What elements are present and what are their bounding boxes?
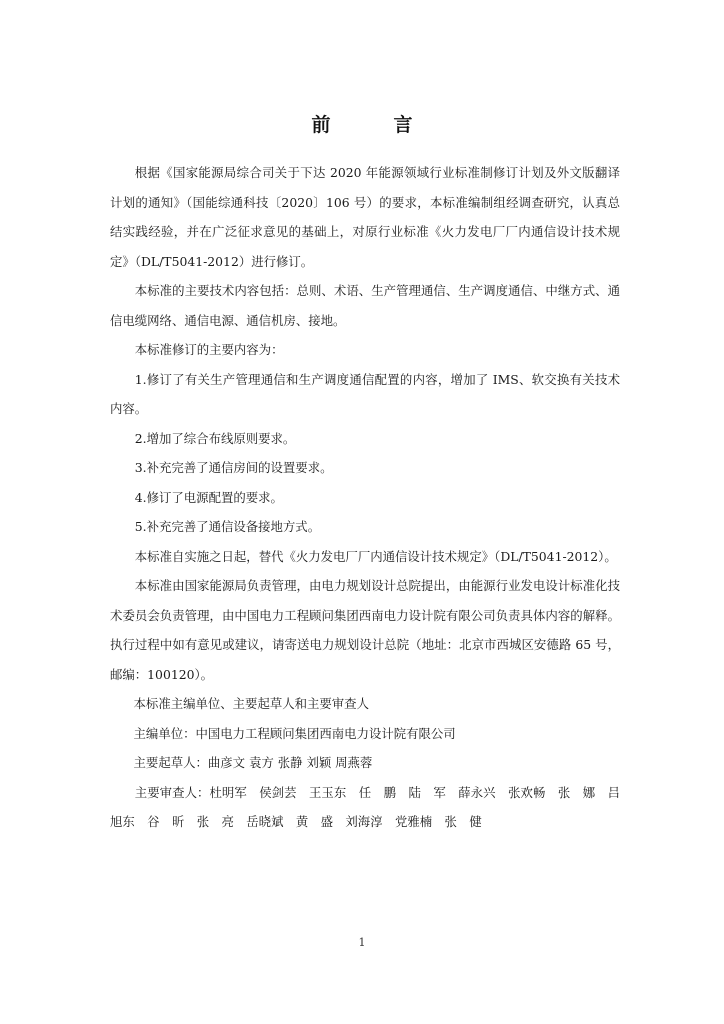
paragraph-chief-editor: 主编单位：中国电力工程顾问集团西南电力设计院有限公司: [133, 725, 456, 741]
revision-item-1: 1.修订了有关生产管理通信和生产调度通信配置的内容，增加了 IMS、软交换有关技术内容。: [110, 371, 620, 416]
paragraph-main-content: 本标准的主要技术内容包括：总则、术语、生产管理通信、生产调度通信、中继方式、通信电缆网络、通信电源、通信机房、接地。: [110, 283, 620, 328]
revision-item-4: 4.修订了电源配置的要求。: [134, 489, 283, 505]
paragraph-basis: 根据《国家能源局综合司关于下达 2020 年能源领域行业标准制修订计划及外文版翻译计划的通知》（国能综通科技〔2020〕106 号）的要求，本标准编制组经调查研究，认真总结实践经验，并在广泛征求意见的基础上，对原行业标准《火力发电厂厂内通信设计技术规定》（DL/T5041-2012）进行修订。: [110, 165, 620, 269]
paragraph-replacement: 本标准自实施之日起，替代《火力发电厂厂内通信设计技术规定》（DL/T5041-2012）。: [134, 548, 617, 564]
revision-item-3: 3.补充完善了通信房间的设置要求。: [134, 460, 333, 475]
paragraph-management: 本标准由国家能源局负责管理，由电力规划设计总院提出，由能源行业发电设计标准化技术委员会负责管理，由中国电力工程顾问集团西南电力设计院有限公司负责具体内容的解释。执行过程中如有意见或建议，请寄送电力规划设计总院（地址：北京市西城区安德路 65 号，邮编：100120）。: [110, 578, 620, 682]
paragraph-revision-intro: 本标准修订的主要内容为：: [134, 342, 284, 357]
revision-item-2: 2.增加了综合布线原则要求。: [134, 430, 296, 446]
paragraph-reviewers: 主要审查人：杜明军 侯剑芸 王玉东 任 鹏 陆 军 薛永兴 张欢畅 张 娜 吕旭东 谷 昕 张 亮 岳晓斌 黄 盛 刘海淳 党雅楠 张 健: [110, 784, 620, 829]
paragraph-authors-heading: 本标准主编单位、主要起草人和主要审查人: [133, 696, 369, 711]
document-body: [110, 158, 620, 837]
paragraph-drafters: 主要起草人：曲彦文 袁方 张静 刘颖 周燕蓉: [133, 755, 373, 770]
page-title: 前 言: [311, 114, 435, 136]
revision-item-5: 5.补充完善了通信设备接地方式。: [134, 519, 321, 534]
page-number: 1: [358, 936, 366, 949]
